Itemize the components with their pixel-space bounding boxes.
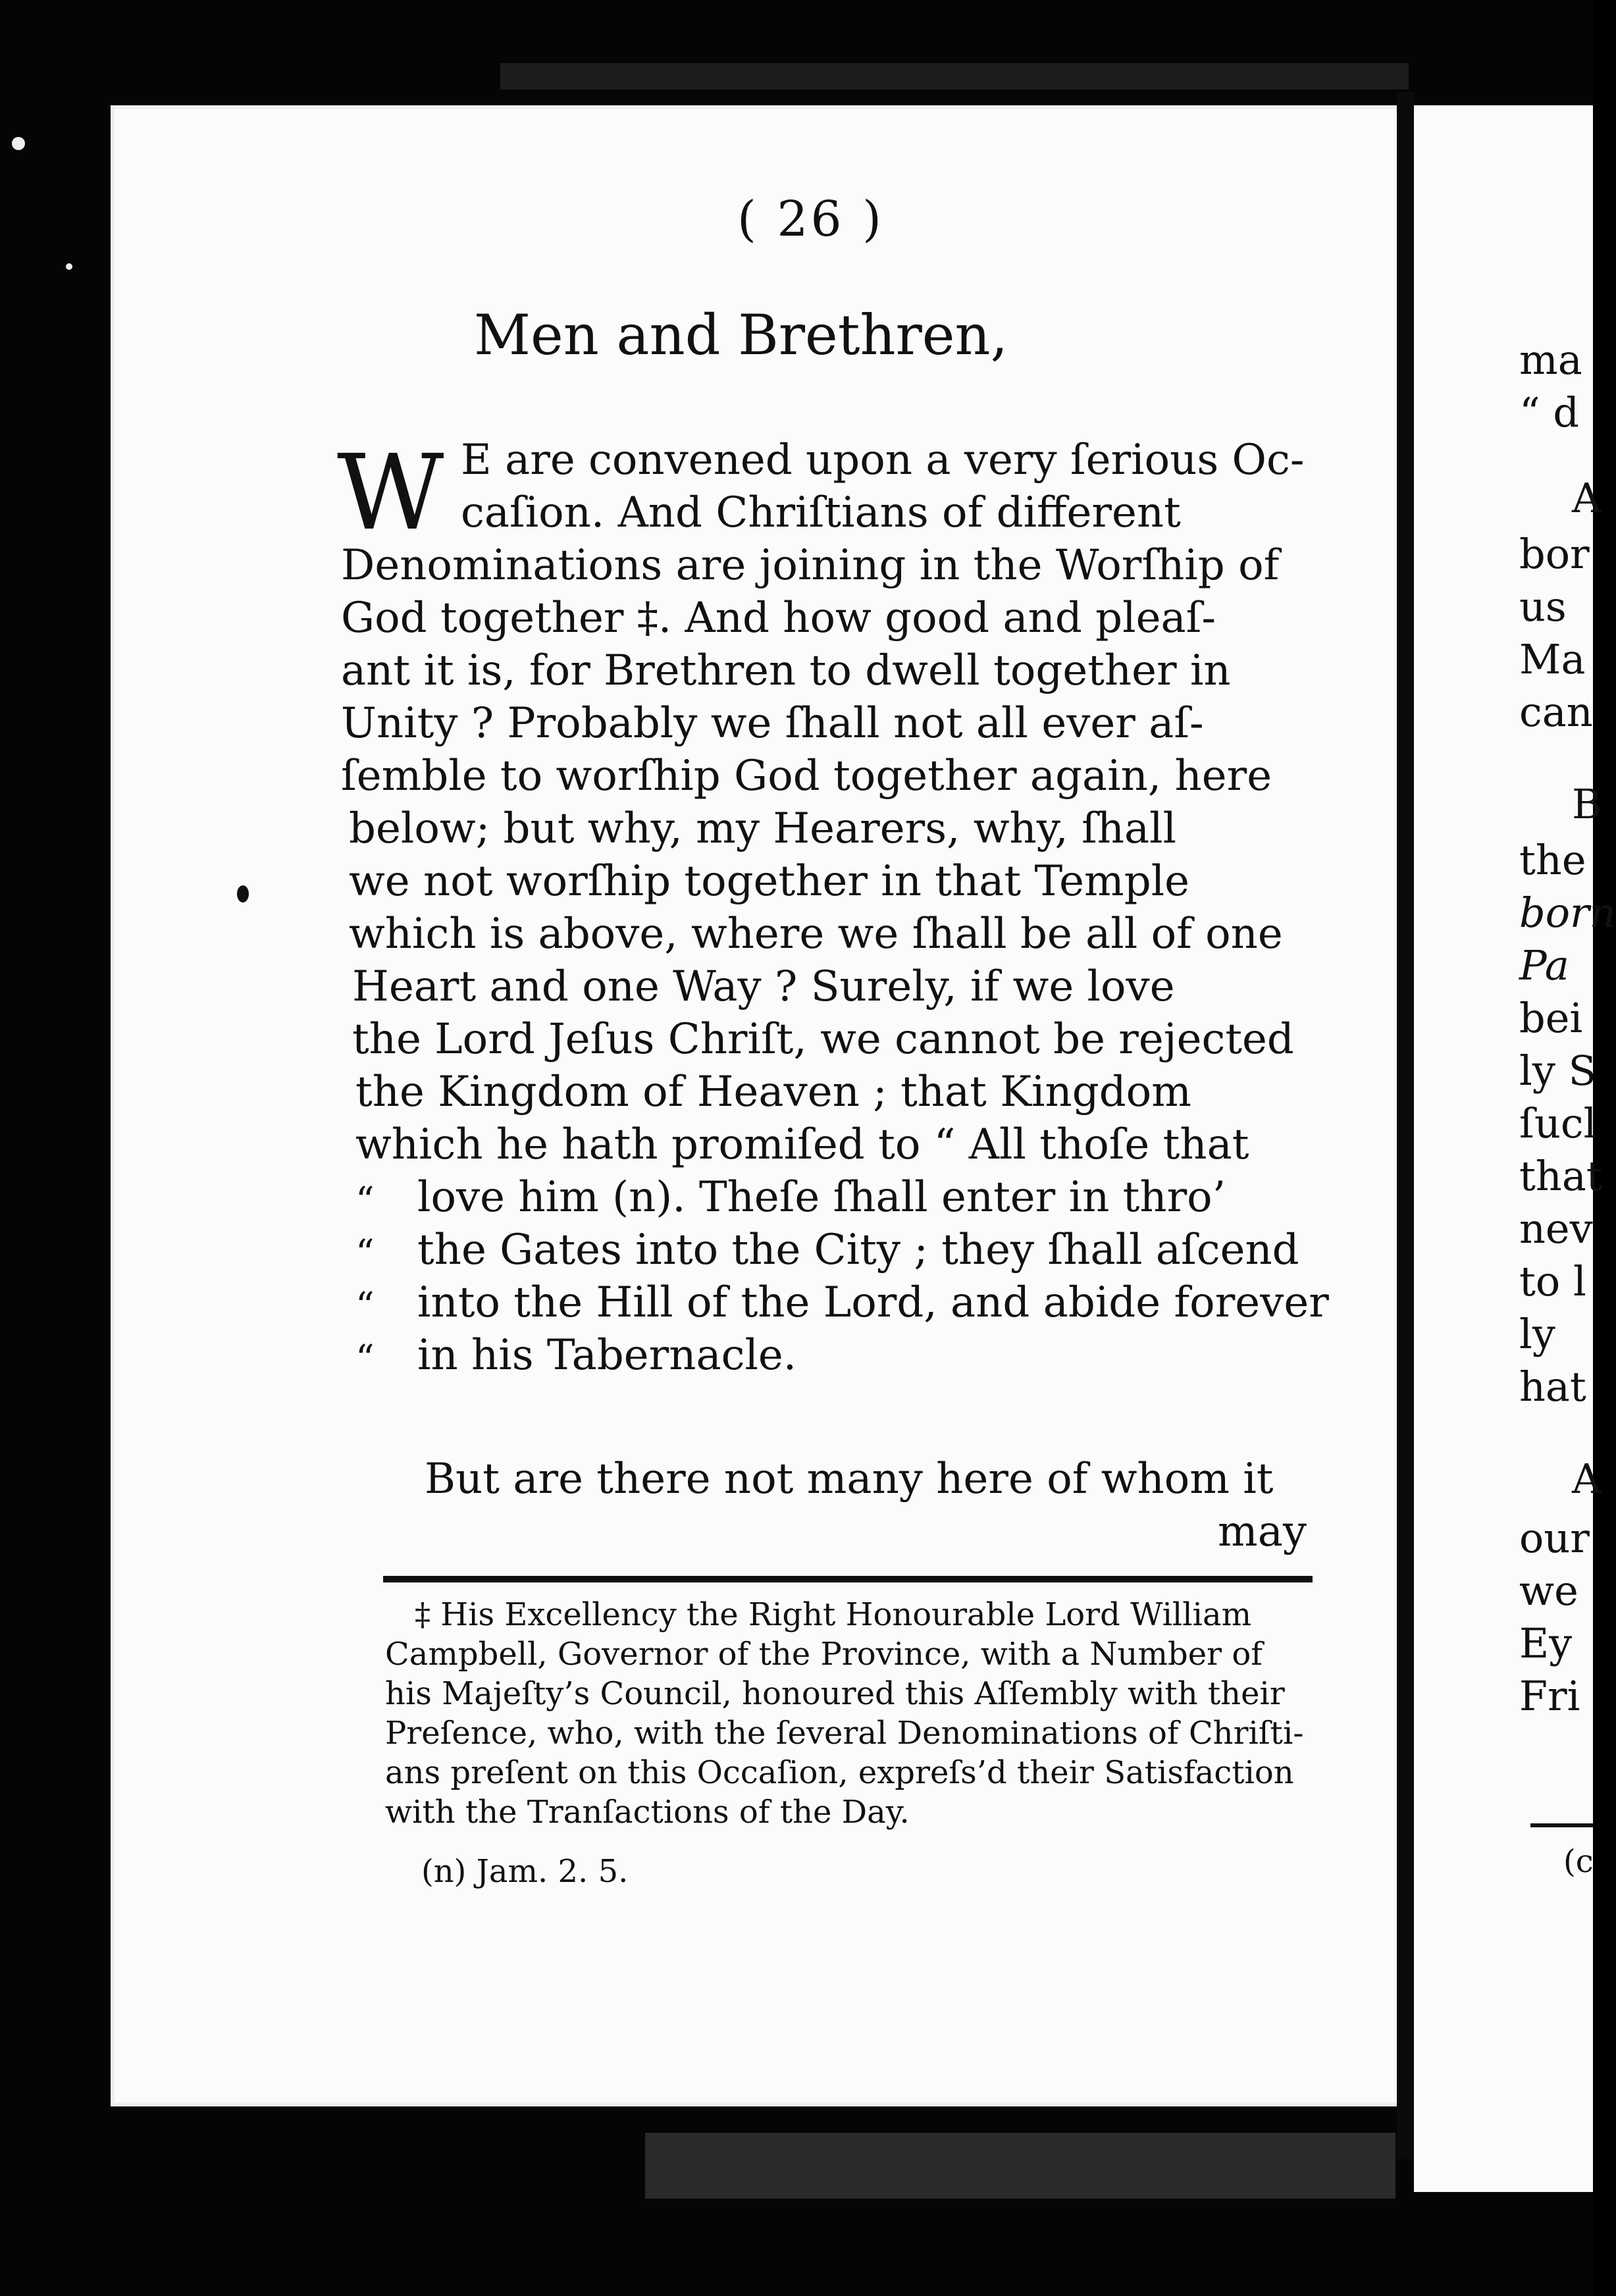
body-line-9: we not worſhip together in that Temple (349, 857, 1190, 906)
body-line-13: the Kingdom of Heaven ; that Kingdom (355, 1068, 1191, 1116)
right-line-12: bei (1519, 994, 1583, 1042)
closing-line: But are there not many here of whom it (425, 1455, 1274, 1503)
right-line-5: us (1519, 583, 1567, 631)
right-line-13: ly S (1519, 1047, 1597, 1095)
footnote-line-3: his Majeſty’s Council, honoured this Aſſembly with their (385, 1675, 1285, 1712)
page-heading: Men and Brethren, (474, 303, 1008, 367)
quote-mark-2: “ (355, 1232, 375, 1275)
right-line-22: we (1519, 1567, 1578, 1615)
bottom-edge-shadow (645, 2133, 1395, 2199)
footnote-line-4: Preſence, who, with the ſeveral Denominations of Chriſti- (385, 1715, 1304, 1752)
footnote-line-1: ‡ His Excellency the Right Honourable Lord William (415, 1596, 1252, 1633)
body-line-11: Heart and one Way ? Surely, if we love (352, 962, 1175, 1011)
drop-capital: W (337, 432, 444, 554)
right-line-10: born (1519, 889, 1616, 937)
right-line-16: nev (1519, 1205, 1593, 1253)
right-line-19: hat (1519, 1363, 1586, 1411)
footnote-line-2: Campbell, Governor of the Province, with a Number of (385, 1636, 1263, 1673)
right-line-4: bor (1519, 530, 1590, 578)
body-line-4: God together ‡. And how good and pleaſ- (341, 594, 1216, 642)
body-line-7: ſemble to worſhip God together again, here (341, 752, 1272, 800)
page-number: ( 26 ) (737, 191, 884, 248)
top-binding-shadow (500, 63, 1409, 90)
right-line-20: A (1572, 1455, 1602, 1503)
quote-mark-3: “ (355, 1285, 375, 1328)
footnote-line-7: (n) Jam. 2. 5. (421, 1853, 629, 1890)
right-line-18: ly (1519, 1310, 1555, 1358)
right-line-23: Ey (1519, 1619, 1573, 1667)
body-line-15: love him (n). Theſe ſhall enter in thro’ (417, 1173, 1226, 1222)
right-line-14: ſucl (1519, 1099, 1597, 1147)
right-line-11: Pa (1519, 941, 1569, 989)
quote-mark-4: “ (355, 1338, 375, 1380)
right-line-9: the (1519, 836, 1586, 884)
body-line-2: caſion. And Chriſtians of different (461, 488, 1181, 537)
catchword: may (1218, 1507, 1307, 1556)
right-page-footnote-rule (1530, 1823, 1593, 1827)
body-line-16: the Gates into the City ; they ſhall aſcend (417, 1226, 1299, 1274)
body-line-3: Denominations are joining in the Worſhip of (341, 541, 1280, 590)
body-line-14: which he hath promiſed to “ All thoſe that (355, 1120, 1249, 1169)
body-line-8: below; but why, my Hearers, why, ſhall (349, 804, 1177, 853)
right-line-2: “ d (1519, 388, 1580, 436)
right-line-24: Fri (1519, 1672, 1580, 1720)
footnote-rule (383, 1576, 1313, 1582)
right-line-7: can (1519, 688, 1593, 736)
right-line-15: that (1519, 1152, 1603, 1200)
right-line-3: A (1572, 474, 1602, 522)
body-line-5: ant it is, for Brethren to dwell together in (341, 646, 1231, 695)
right-line-1: ma (1519, 336, 1582, 384)
right-line-17: to l (1519, 1257, 1586, 1305)
scan-speck (66, 263, 72, 270)
footnote-line-5: ans preſent on this Occaſion, expreſs’d their Satisfaction (385, 1754, 1294, 1791)
body-line-17: into the Hill of the Lord, and abide forever (417, 1278, 1329, 1327)
quote-mark-1: “ (355, 1180, 375, 1222)
body-line-12: the Lord Jeſus Chriſt, we cannot be rejected (352, 1015, 1294, 1064)
right-line-21: our (1519, 1514, 1590, 1562)
body-line-18: in his Tabernacle. (417, 1331, 797, 1380)
footnote-line-6: with the Tranſactions of the Day. (385, 1794, 910, 1831)
right-page-footnote: (c (1563, 1843, 1594, 1880)
body-line-6: Unity ? Probably we ſhall not all ever aſ- (341, 699, 1204, 748)
right-line-8: B (1572, 780, 1602, 828)
ink-speck (237, 885, 249, 902)
body-line-1: E are convened upon a very ſerious Oc- (461, 436, 1305, 484)
book-gutter (1397, 92, 1414, 2159)
scan-speck (12, 137, 25, 150)
right-line-6: Ma (1519, 635, 1586, 683)
body-line-10: which is above, where we ſhall be all of one (349, 910, 1283, 958)
